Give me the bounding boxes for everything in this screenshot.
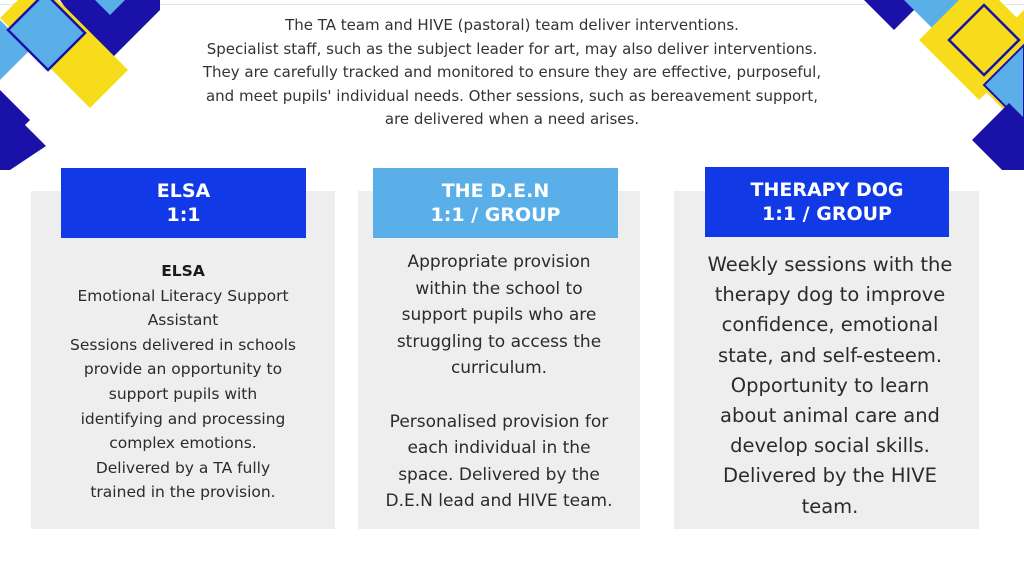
card-header-title: THERAPY DOG	[750, 179, 904, 201]
card-body-line: support pupils who are	[401, 305, 597, 325]
card-header-subtitle: 1:1 / GROUP	[430, 204, 561, 226]
card-body-therapy-dog	[685, 250, 975, 522]
card-body-line: Emotional Literacy Support	[77, 286, 289, 305]
intro-line: The TA team and HIVE (pastoral) team deliver interventions.	[285, 16, 739, 34]
intro-line: and meet pupils' individual needs. Other sessions, such as bereavement support,	[205, 86, 819, 105]
card-body-line: Personalised provision for	[389, 411, 609, 432]
intro-line: They are carefully tracked and monitored to ensure they are effective, purposeful,	[202, 63, 822, 81]
card-body-line: trained in the provision.	[90, 483, 276, 502]
card-header-title: ELSA	[156, 180, 211, 202]
card-body-line: state, and self-esteem.	[717, 343, 943, 367]
intro-line: are delivered when a need arises.	[384, 110, 640, 128]
intro-line: Specialist staff, such as the subject leader for art, may also deliver interventions.	[206, 39, 818, 58]
card-body-line: confidence, emotional	[721, 313, 939, 337]
card-body-line: D.E.N lead and HIVE team.	[385, 491, 613, 511]
card-body-line: develop social skills.	[730, 434, 930, 458]
card-header-subtitle: 1:1 / GROUP	[762, 203, 892, 225]
card-body-line: Appropriate provision	[407, 252, 591, 272]
intro-paragraph	[170, 14, 854, 132]
card-body-line: therapy dog to improve	[714, 283, 946, 307]
card-body-line: Sessions delivered in schools	[70, 335, 296, 354]
card-body-line: curriculum.	[450, 358, 548, 378]
card-body-line: Delivered by a TA fully	[95, 458, 271, 477]
card-body-line: about animal care and	[720, 404, 940, 428]
card-header-elsa	[61, 168, 306, 238]
card-header-subtitle: 1:1	[166, 204, 201, 226]
card-body-line: identifying and processing	[80, 409, 286, 428]
decorative-squares-left	[0, 0, 160, 170]
card-header-therapy-dog	[705, 167, 949, 237]
card-body-line: complex emotions.	[109, 434, 257, 453]
card-body-line: support pupils with	[108, 384, 258, 403]
card-body-title: ELSA	[161, 262, 205, 280]
card-body-elsa	[31, 259, 335, 505]
decorative-squares-right	[864, 0, 1024, 170]
card-body-line: each individual in the	[407, 438, 591, 458]
card-body-line: space. Delivered by the	[398, 464, 600, 485]
card-body-line: team.	[801, 494, 859, 518]
paragraph-gap	[366, 382, 632, 409]
card-body-line: struggling to access the	[396, 331, 602, 352]
card-body-line: Assistant	[147, 311, 219, 330]
card-header-title: THE D.E.N	[441, 180, 550, 202]
card-body-line: Opportunity to learn	[730, 373, 930, 397]
card-body-line: Weekly sessions with the	[707, 253, 953, 276]
card-body-line: Delivered by the HIVE	[723, 464, 937, 488]
card-body-line: within the school to	[415, 278, 583, 299]
card-body-line: provide an opportunity to	[83, 360, 283, 379]
card-header-den	[373, 168, 618, 238]
card-body-den	[366, 249, 632, 515]
